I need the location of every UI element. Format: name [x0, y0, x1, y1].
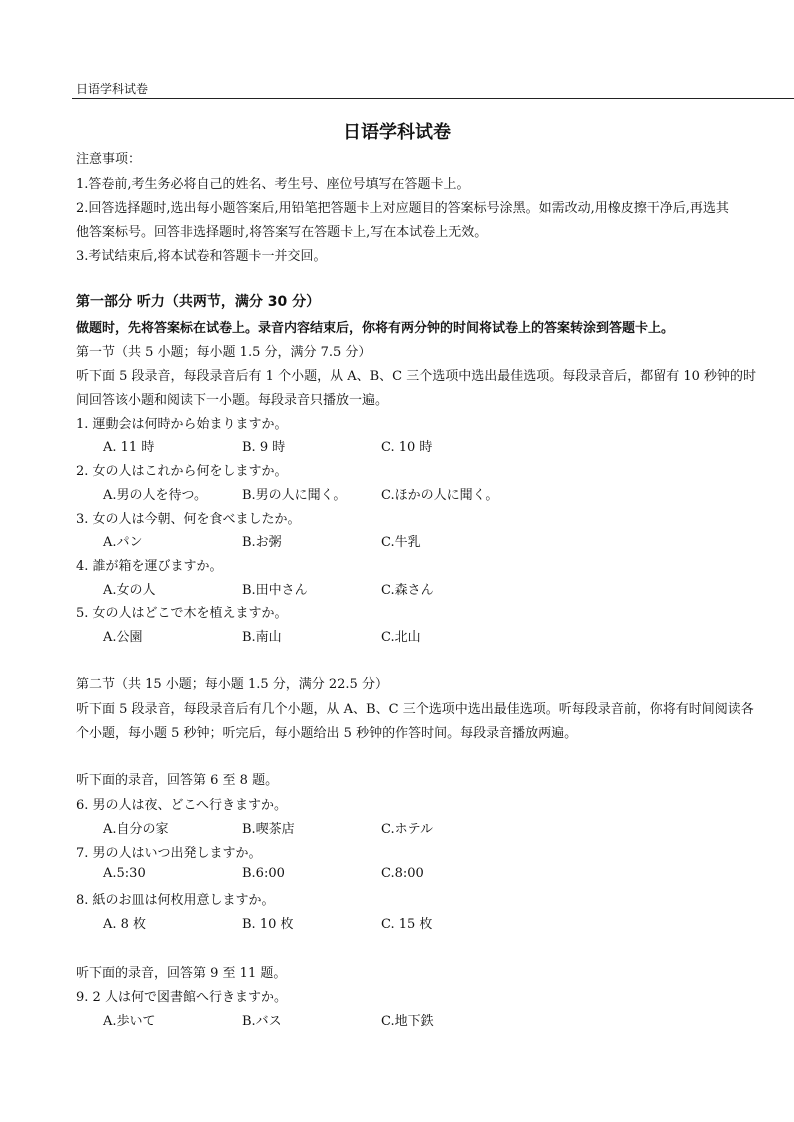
option-b: B.6:00	[242, 866, 285, 881]
option-c: C.ほかの人に聞く。	[381, 488, 499, 503]
option-c: C.8:00	[381, 866, 424, 881]
option-c: C. 10 時	[381, 440, 433, 455]
option-a: A.自分の家	[103, 822, 169, 837]
notice-item: 他答案标号。回答非选择题时,将答案写在答题卡上,写在本试卷上无效。	[76, 225, 488, 240]
question-stem: 2. 女の人はこれから何をしますか。	[76, 464, 288, 479]
option-c: C.ホテル	[381, 822, 433, 837]
group-intro: 听下面的录音，回答第 9 至 11 题。	[76, 966, 287, 981]
notice-item: 3.考试结束后,将本试卷和答题卡一并交回。	[76, 249, 327, 264]
option-c: C.牛乳	[381, 535, 421, 550]
option-c: C.北山	[381, 630, 421, 645]
running-header: 日语学科试卷	[76, 82, 149, 96]
option-a: A. 11 時	[103, 440, 155, 455]
question-stem: 4. 誰が箱を運びますか。	[76, 559, 223, 574]
option-a: A.男の人を待つ。	[103, 488, 208, 503]
option-a: A.女の人	[103, 583, 156, 598]
option-b: B.喫茶店	[242, 822, 295, 837]
option-b: B. 9 時	[242, 440, 286, 455]
option-c: C.森さん	[381, 583, 434, 598]
notice-item: 2.回答选择题时,选出每小题答案后,用铅笔把答题卡上对应题目的答案标号涂黑。如需改动,用橡皮擦干净后,再选其	[76, 201, 729, 216]
question-stem: 9. 2 人は何で図書館へ行きますか。	[76, 990, 287, 1005]
option-c: C.地下鉄	[381, 1014, 434, 1029]
question-stem: 8. 紙のお皿は何枚用意しますか。	[76, 893, 275, 908]
section-heading: 第一节（共 5 小题；每小题 1.5 分，满分 7.5 分）	[76, 345, 372, 360]
question-stem: 3. 女の人は今朝、何を食べましたか。	[76, 512, 301, 527]
option-b: B.男の人に聞く。	[242, 488, 347, 503]
notice-heading: 注意事项：	[76, 152, 142, 167]
header-divider	[72, 98, 794, 99]
option-a: A.歩いて	[103, 1014, 156, 1029]
section-description: 间回答该小题和阅读下一小题。每段录音只播放一遍。	[76, 393, 389, 408]
option-c: C. 15 枚	[381, 917, 433, 932]
question-stem: 7. 男の人はいつ出発しますか。	[76, 846, 262, 861]
option-b: B.バス	[242, 1014, 282, 1029]
option-a: A. 8 枚	[103, 917, 147, 932]
section-description: 听下面 5 段录音，每段录音后有 1 个小题，从 A、B、C 三个选项中选出最佳选项。每段录音后，都留有 10 秒钟的时	[76, 369, 757, 384]
page-title: 日语学科试卷	[343, 122, 451, 143]
section-description: 个小题，每小题 5 秒钟；听完后，每小题给出 5 秒钟的作答时间。每段录音播放两遍。	[76, 726, 578, 741]
question-stem: 5. 女の人はどこで木を植えますか。	[76, 606, 288, 621]
option-b: B.お粥	[242, 535, 282, 550]
notice-item: 1.答卷前,考生务必将自己的姓名、考生号、座位号填写在答题卡上。	[76, 177, 470, 192]
option-a: A.パン	[103, 535, 143, 550]
part-instruction: 做题时，先将答案标在试卷上。录音内容结束后，你将有两分钟的时间将试卷上的答案转涂到答题卡上。	[76, 321, 675, 336]
group-intro: 听下面的录音，回答第 6 至 8 题。	[76, 773, 279, 788]
section-description: 听下面 5 段录音，每段录音后有几个小题，从 A、B、C 三个选项中选出最佳选项。听每段录音前，你将有时间阅读各	[76, 702, 754, 717]
section-heading: 第二节（共 15 小题；每小题 1.5 分，满分 22.5 分）	[76, 677, 388, 692]
option-b: B. 10 枚	[242, 917, 294, 932]
option-a: A.公園	[103, 630, 143, 645]
option-a: A.5:30	[103, 866, 146, 881]
option-b: B.田中さん	[242, 583, 308, 598]
question-stem: 1. 運動会は何時から始まりますか。	[76, 417, 288, 432]
part-heading: 第一部分 听力（共两节，满分 30 分）	[76, 294, 321, 310]
question-stem: 6. 男の人は夜、どこへ行きますか。	[76, 798, 288, 813]
option-b: B.南山	[242, 630, 282, 645]
